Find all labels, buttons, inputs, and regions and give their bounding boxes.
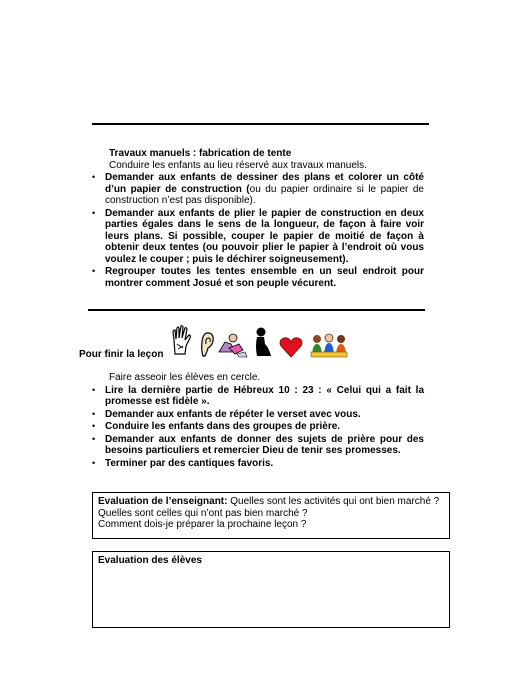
list-item-bold-text: Demander aux enfants de répéter le verset avec vous. [105,408,361,420]
teacher-evaluation-line-1 [98,496,444,508]
bullet-icon: • [92,457,96,468]
teacher-evaluation-question-1: Quelles sont les activités qui ont bien marché ? [227,496,440,507]
section-divider-middle [88,309,425,311]
list-item-text: ou du papier ordinaire si le papier de construction n’est pas disponible). [105,183,424,206]
list-item [92,434,424,457]
list-item [92,421,424,433]
closing-intro: Faire asseoir les élèves en cercle. [109,372,261,383]
list-item-bold-text: Lire la dernière partie de Hébreux 10 : 23 : « Celui qui a fait la promesse est fidèle ». [105,384,424,407]
list-item [92,385,424,408]
bullet-icon: • [92,408,96,419]
section-intro: Conduire les enfants au lieu réservé aux travaux manuels. [109,159,367,171]
list-item [92,409,424,421]
bullet-icon: • [92,421,96,431]
list-item [92,458,424,470]
list-item-bold-text: Demander aux enfants de plier le papier de construction en deux parties égales dans le sens de la longueur, de façon à faire voir leurs plans. Si possible, couper le papier de moitié de façon à obtenir deux tentes (ou pouvoir plier le papier à l’endroit où vous voulez le couper ; puis le déchirer soigneusement). [105,207,424,265]
hand-icon [171,324,193,358]
bullet-icon: • [92,433,96,444]
children-group-icon [309,332,349,358]
student-evaluation-label: Evaluation des élèves [98,555,202,566]
heart-icon [279,336,303,358]
list-item [92,172,424,207]
closing-icons [171,324,349,358]
teacher-evaluation-question-2: Quelles sont celles qui n’ont pas bien marché ? [98,507,308,519]
section-title: Travaux manuels : fabrication de tente [109,148,292,159]
bullet-icon: • [92,384,96,395]
teacher-evaluation-question-3: Comment dois-je préparer la prochaine leçon ? [98,519,307,530]
bullet-icon: • [92,266,96,276]
closing-list [92,385,424,470]
list-item-bold-text: Demander aux enfants de dessiner des plans et colorer un côté d’un papier de construction ( [105,172,424,195]
ear-icon [199,330,215,358]
bullet-icon: • [92,172,96,182]
list-item [92,208,424,266]
list-item-bold-text: Terminer par des cantiques favoris. [105,457,274,469]
list-item [92,266,424,289]
closing-section [92,372,424,470]
teacher-evaluation-label: Evaluation de l’enseignant: [98,496,228,507]
list-item-bold-text: Conduire les enfants dans des groupes de prière. [105,421,341,432]
student-evaluation-box [92,551,450,628]
teacher-evaluation-box [92,492,450,539]
manual-work-list [92,172,424,289]
list-item-bold-text: Regrouper toutes les tentes ensemble en un seul endroit pour montrer comment Josué et son peuple vécurent. [105,266,424,289]
praying-child-icon [217,330,251,358]
section-divider-top [92,123,429,125]
manual-work-section [92,148,424,290]
closing-title: Pour finir la leçon [79,349,164,360]
kneeling-figure-icon [253,326,273,358]
bullet-icon: • [92,207,96,218]
list-item-bold-text: Demander aux enfants de donner des sujets de prière pour des besoins particuliers et remercier Dieu de tenir ses promesses. [105,433,424,456]
